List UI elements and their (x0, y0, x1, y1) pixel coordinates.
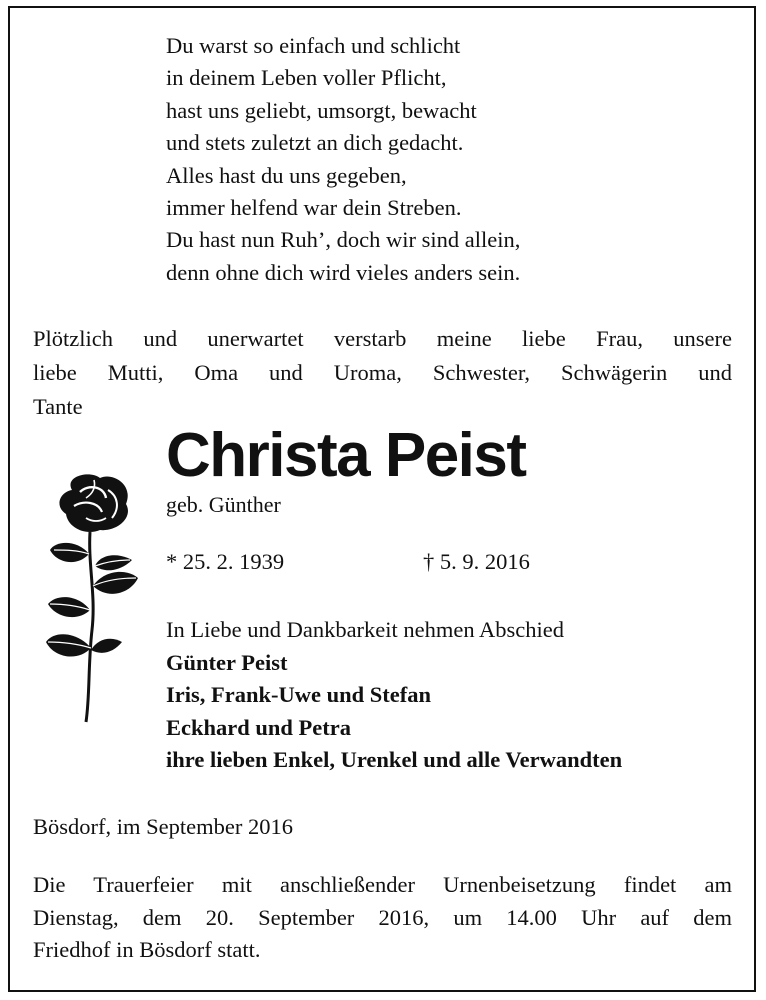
funeral-service-text (33, 869, 732, 967)
mourners (166, 614, 622, 777)
poem-line: immer helfend war dein Streben. (166, 195, 462, 221)
poem-line: hast uns geliebt, umsorgt, bewacht (166, 97, 477, 123)
mourner-name: Iris, Frank-Uwe und Stefan (166, 682, 432, 707)
announcement-text (33, 322, 732, 424)
rose-icon (42, 470, 142, 725)
maiden-name: geb. Günther (166, 492, 281, 517)
deceased-name: Christa Peist (166, 421, 526, 490)
service-line: Dienstag, dem 20. September 2016, um 14.00 Uhr auf dem (33, 904, 732, 930)
announcement-line: Tante (33, 394, 83, 419)
place-and-date: Bösdorf, im September 2016 (33, 814, 293, 839)
mourner-name: ihre lieben Enkel, Urenkel und alle Verwandten (166, 747, 623, 772)
poem-line: Du warst so einfach und schlicht (166, 33, 461, 58)
announcement-line: liebe Mutti, Oma und Uroma, Schwester, Schwägerin und (33, 360, 732, 385)
poem-line: denn ohne dich wird vieles anders sein. (166, 259, 521, 285)
mourner-name: Günter Peist (166, 649, 288, 675)
death-date: † 5. 9. 2016 (423, 549, 530, 574)
service-line: Die Trauerfeier mit anschließender Urnenbeisetzung findet am (33, 872, 732, 897)
mourner-name: Eckhard und Petra (166, 714, 352, 740)
mourners-heading: In Liebe und Dankbarkeit nehmen Abschied (166, 617, 565, 642)
poem-line: und stets zuletzt an dich gedacht. (166, 130, 464, 156)
announcement-line: Plötzlich und unerwartet verstarb meine liebe Frau, unsere (33, 326, 732, 351)
poem-line: in deinem Leben voller Pflicht, (166, 65, 447, 91)
birth-date: * 25. 2. 1939 (166, 549, 285, 574)
poem-line: Alles hast du uns gegeben, (166, 162, 407, 188)
poem (166, 30, 520, 289)
poem-line: Du hast nun Ruh’, doch wir sind allein, (166, 227, 521, 253)
service-line: Friedhof in Bösdorf statt. (33, 937, 261, 962)
